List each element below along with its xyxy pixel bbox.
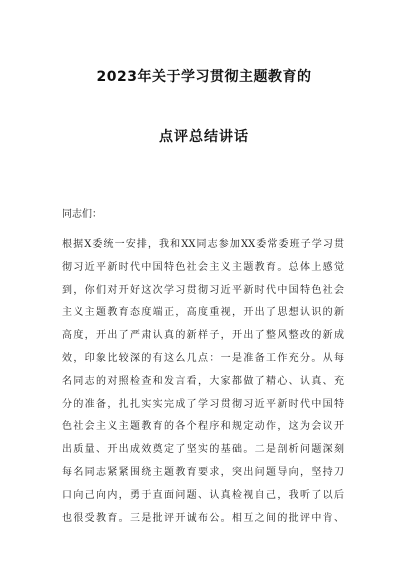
body-line: 效，印象比较深的有这么几点：一是准备工作充分。从每	[62, 352, 344, 364]
body-line: 色社会主义主题教育的各个程序和规定动作，这为会议开	[62, 421, 344, 433]
body-line: 每名同志紧紧围绕主题教育要求，突出问题导向，坚持刀	[62, 466, 344, 478]
salutation: 同志们：	[62, 209, 102, 220]
body-paragraph	[62, 234, 344, 530]
body-line: 根据X委统一安排，我和XX同志参加XX委常委班子学习贯	[62, 239, 344, 250]
document-title-line-2: 点评总结讲话	[159, 129, 249, 145]
body-line: 分的准备，扎扎实实完成了学习贯彻习近平新时代中国特	[62, 398, 344, 410]
body-line: 口向己向内，勇于直面问题、认真检视自己，我听了以后	[62, 489, 344, 501]
body-line: 高度，开出了严肃认真的新样子，开出了整风整改的新成	[62, 330, 344, 342]
body-line: 也很受教育。三是批评开诚布公。相互之间的批评中肯、	[62, 512, 344, 524]
body-line: 名同志的对照检查和发言看，大家都做了精心、认真、充	[62, 375, 344, 387]
body-line: 出质量、开出成效奠定了坚实的基础。二是剖析问题深刻	[62, 444, 344, 456]
body-line: 彻习近平新时代中国特色社会主义主题教育。总体上感觉	[62, 261, 344, 273]
body-line: 到，你们对开好这次学习贯彻习近平新时代中国特色社会	[62, 284, 344, 296]
body-line: 主义主题教育态度端正，高度重视，开出了思想认识的新	[62, 307, 344, 319]
document-title-line-1: 2023年关于学习贯彻主题教育的	[96, 69, 312, 85]
